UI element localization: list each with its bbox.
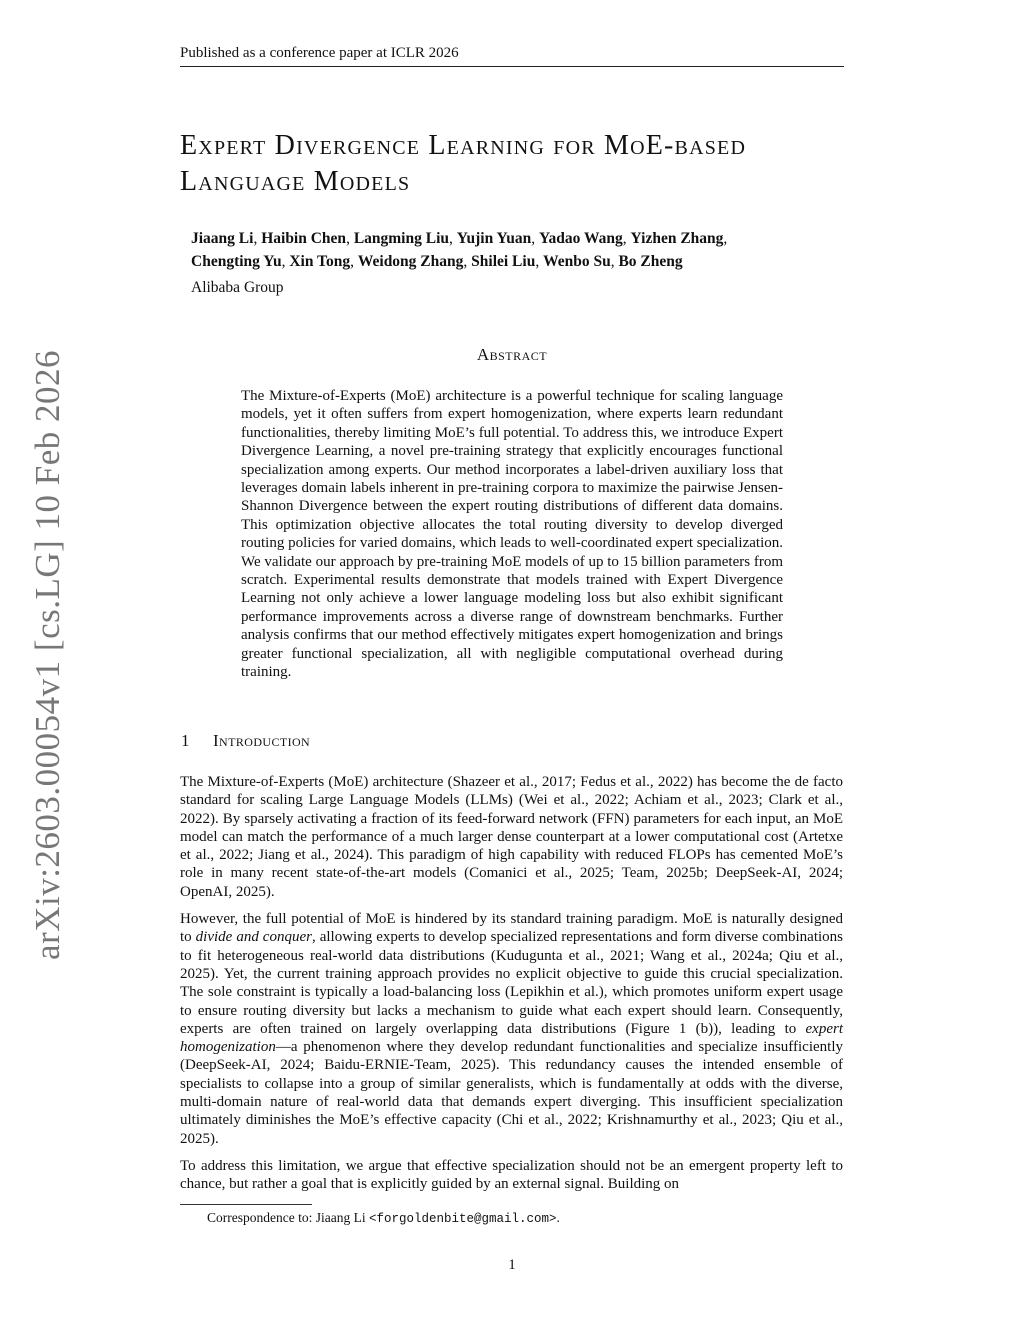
author: Weidong Zhang xyxy=(357,253,464,270)
footnote-rule xyxy=(180,1204,312,1205)
author: Chengting Yu xyxy=(191,253,282,270)
emphasis: expert homogenization xyxy=(180,1020,843,1056)
affiliation: Alibaba Group xyxy=(191,279,284,296)
abstract-text: The Mixture-of-Experts (MoE) architecture is a powerful technique for scaling language models, yet it often suffers from expert homogenization, where experts learn redundant functionalities, thereby limiting MoE’s full potential. To address this, we introduce Expert Divergence Learning, a novel pre-training strategy that explicitly encourages functional specialization among experts. Our method incorporates a label-driven auxiliary loss that leverages domain labels inherent in pre-training corpora to maximize the pairwise Jensen-Shannon Divergence between the expert routing distributions of different data domains. This optimization objective allocates the total routing diversity to develop diverged routing policies for varied domains, which leads to well-coordinated expert specialization. We validate our approach by pre-training MoE models of up to 15 billion parameters from scratch. Experimental results demonstrate that models trained with Expert Divergence Learning not only achieve a lower language modeling loss but also exhibit significant performance improvements across a diverse range of downstream benchmarks. Further analysis confirms that our method effectively mitigates expert homogenization and brings greater functional specialization, all with negligible computational overhead during training. xyxy=(241,388,783,681)
author: Langming Liu xyxy=(353,230,449,247)
paragraph: However, the full potential of MoE is hindered by its standard training paradigm. MoE is naturally designed to divide and conquer, allowing experts to develop specialized representations and form diverse combinations to fit heterogeneous real-world data distributions (Kudugunta et al., 2021; Wang et al., 2024a; Qiu et al., 2025). Yet, the current training approach provides no explicit objective to guide this crucial specialization. The sole constraint is typically a load-balancing loss (Lepikhin et al.), which promotes uniform expert usage to ensure routing diversity but lacks a mechanism to guide what each expert should learn. Consequently, experts are often trained on largely overlapping data distributions (Figure 1 (b)), leading to expert homogenization—a phenomenon where they develop redundant functionalities and specialize insufficiently (DeepSeek-AI, 2024; Baidu-ERNIE-Team, 2025). This redundancy causes the intended ensemble of specialists to collapse into a group of similar generalists, which is fundamentally at odds with the diverse, multi-domain nature of real-world data that demands expert diverging. This insufficient specialization ultimately diminishes the MoE’s effective capacity (Chi et al., 2022; Krishnamurthy et al., 2023; Qiu et al., 2025). xyxy=(180,911,843,1147)
author: Shilei Liu xyxy=(471,253,536,270)
section-heading xyxy=(181,731,310,751)
section-number: 1 xyxy=(181,731,190,750)
emphasis: divide and conquer xyxy=(195,929,312,946)
author: Xin Tong xyxy=(289,253,351,270)
arxiv-stamp: arXiv:2603.00054v1 [cs.LG] 10 Feb 2026 xyxy=(28,349,67,960)
paper-title xyxy=(180,128,860,200)
author-list: Jiaang Li, Haibin Chen, Langming Liu, Yujin Yuan, Yadao Wang, Yizhen Zhang, Chengting Yu, Xin Tong, Weidong Zhang, Shilei Liu, Wenbo Su, Bo Zheng xyxy=(191,230,728,270)
running-header: Published as a conference paper at ICLR 2026 xyxy=(180,43,844,67)
author: Yizhen Zhang xyxy=(630,230,724,247)
section-title: Introduction xyxy=(213,731,311,750)
page-number: 1 xyxy=(508,1257,516,1273)
email-link[interactable]: <forgoldenbite@gmail.com> xyxy=(368,1212,557,1226)
title-line-1: Expert Divergence Learning for MoE-based xyxy=(180,130,747,161)
body-text xyxy=(180,773,843,1203)
title-line-2: Language Models xyxy=(180,166,411,197)
paragraph: To address this limitation, we argue that effective specialization should not be an emergent property left to chance, but rather a goal that is explicitly guided by an external signal. Building on xyxy=(180,1157,843,1193)
footnote-label: Correspondence to: Jiaang Li xyxy=(207,1210,369,1225)
author: Yadao Wang xyxy=(539,230,623,247)
paragraph: The Mixture-of-Experts (MoE) architecture (Shazeer et al., 2017; Fedus et al., 2022) has become the de facto standard for scaling Large Language Models (LLMs) (Wei et al., 2022; Achiam et al., 2023; Clark et al., 2022). By sparsely activating a fraction of its feed-forward network (FFN) parameters for each input, an MoE model can match the performance of a much larger dense counterpart at a lower computational cost (Artetxe et al., 2022; Jiang et al., 2024). This paradigm of high capability with reduced FLOPs has cemented MoE’s role in many recent state-of-the-art models (Comanici et al., 2025; Team, 2025b; DeepSeek-AI, 2024; OpenAI, 2025). xyxy=(180,774,843,900)
author: Wenbo Su xyxy=(543,253,611,270)
author: Haibin Chen xyxy=(261,230,347,247)
footnote: Correspondence to: Jiaang Li <forgoldenbite@gmail.com>. xyxy=(207,1210,560,1226)
author: Yujin Yuan xyxy=(456,230,532,247)
author: Bo Zheng xyxy=(618,253,683,270)
author: Jiaang Li xyxy=(191,230,254,247)
abstract-heading: Abstract xyxy=(476,345,548,364)
